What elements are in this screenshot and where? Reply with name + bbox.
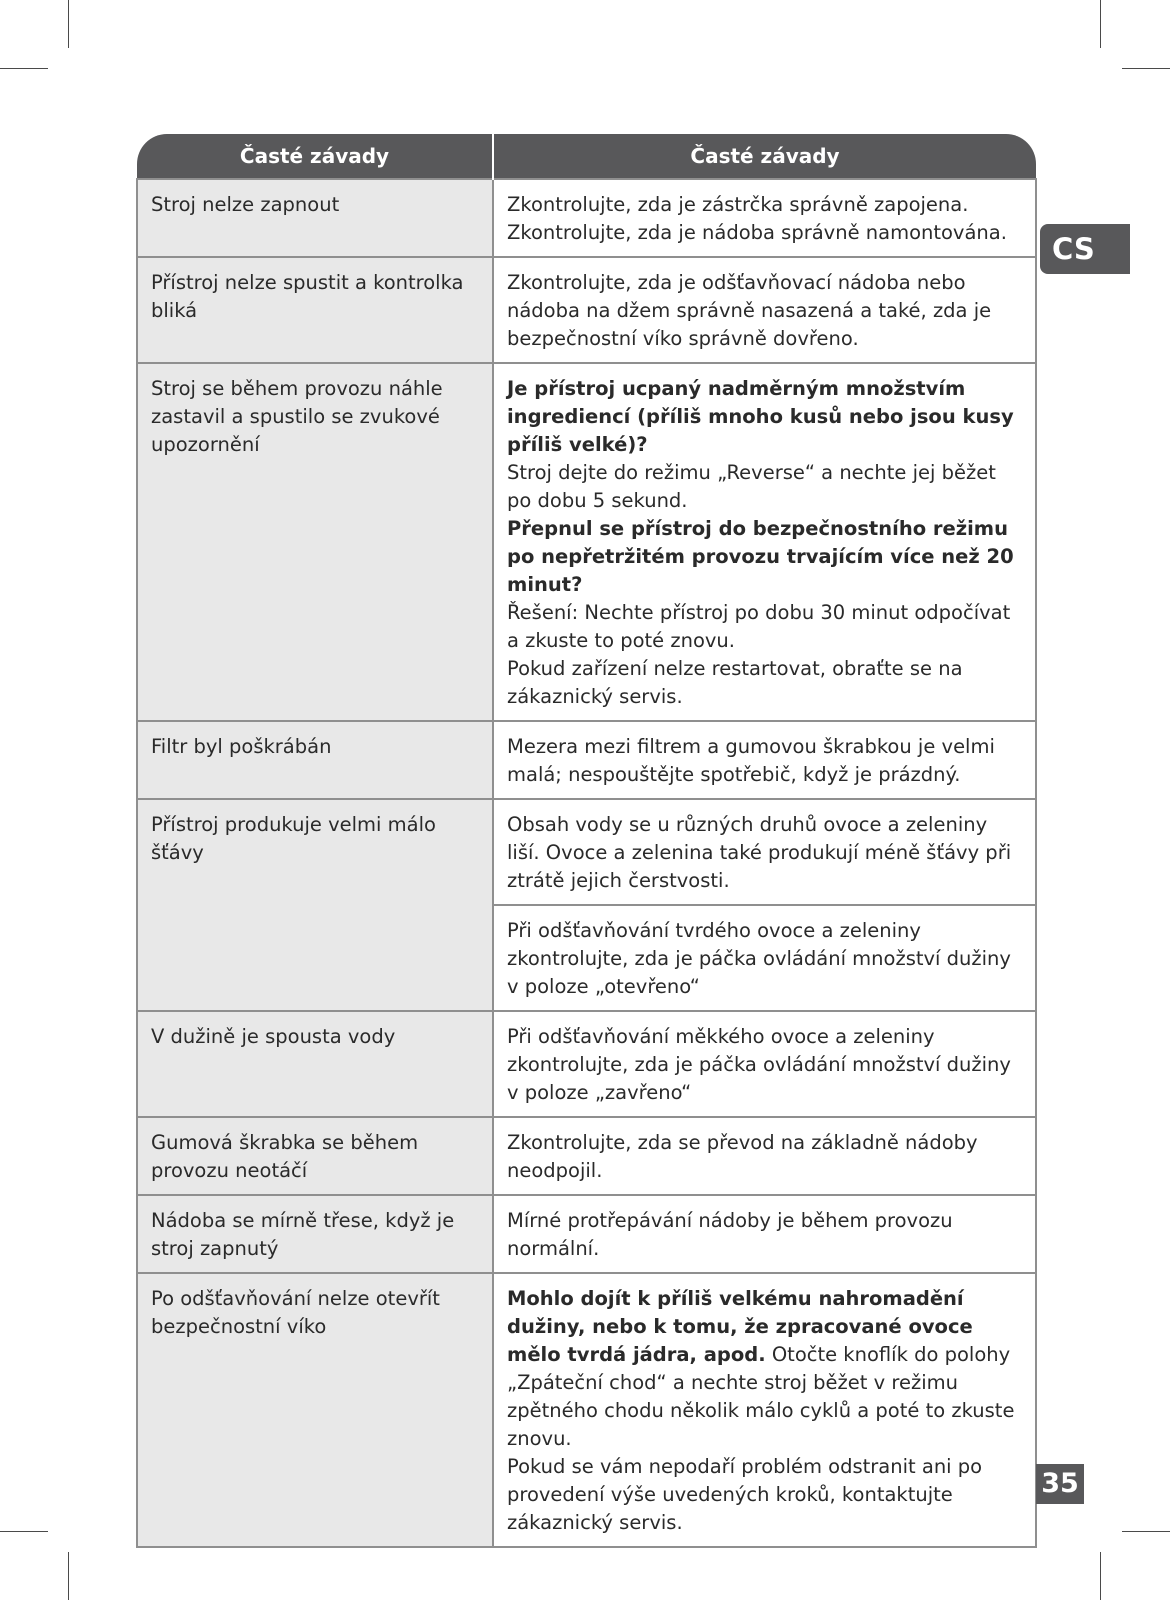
table-row <box>137 721 1036 799</box>
solution-cell: Zkontrolujte, zda je odšťavňovací nádoba nebo nádoba na džem správně nasazená a také, zda je bezpečnostní víko správně dovřeno. <box>493 257 1036 363</box>
solution-cell: Mezera mezi filtrem a gumovou škrabkou je velmi malá; nespouštějte spotřebič, když je prázdný. <box>493 721 1036 799</box>
solution-cell: Obsah vody se u různých druhů ovoce a zeleniny liší. Ovoce a zelenina také produkují méně šťávy při ztrátě jejich čerstvosti. <box>493 799 1036 905</box>
table-row <box>137 363 1036 721</box>
crop-mark <box>1122 68 1170 69</box>
solution-question: Přepnul se přístroj do bezpečnostního režimu po nepřetržitém provozu trvajícím více než 20 minut? <box>507 517 1014 596</box>
problem-cell: Stroj nelze zapnout <box>137 179 493 257</box>
problem-cell: Stroj se během provozu náhle zastavil a spustilo se zvukové upozornění <box>137 363 493 721</box>
crop-mark <box>1100 1552 1101 1600</box>
solution-cell <box>493 363 1036 721</box>
crop-mark <box>1100 0 1101 48</box>
table-row <box>137 257 1036 363</box>
page-number: 35 <box>1036 1464 1084 1504</box>
problem-cell: V dužině je spousta vody <box>137 1011 493 1117</box>
table-row <box>137 1195 1036 1273</box>
problem-cell: Gumová škrabka se během provozu neotáčí <box>137 1117 493 1195</box>
solution-cell <box>493 1273 1036 1547</box>
solution-line: Pokud zařízení nelze restartovat, obraťte se na zákaznický servis. <box>507 657 963 708</box>
solution-cell: Zkontrolujte, zda se převod na základně nádoby neodpojil. <box>493 1117 1036 1195</box>
problem-cell: Filtr byl poškrábán <box>137 721 493 799</box>
crop-mark <box>68 0 69 48</box>
solution-line: Zkontrolujte, zda je zástrčka správně zapojena. <box>507 193 969 216</box>
solution-cell: Při odšťavňování měkkého ovoce a zeleniny zkontrolujte, zda je páčka ovládání množství dužiny v poloze „zavřeno“ <box>493 1011 1036 1117</box>
solution-cell: Při odšťavňování tvrdého ovoce a zeleniny zkontrolujte, zda je páčka ovládání množství dužiny v poloze „otevřeno“ <box>493 905 1036 1011</box>
solution-line: Stroj dejte do režimu „Reverse“ a nechte jej běžet po dobu 5 sekund. <box>507 461 996 512</box>
crop-mark <box>68 1552 69 1600</box>
solution-cell <box>493 179 1036 257</box>
problem-cell: Přístroj produkuje velmi málo šťávy <box>137 799 493 1011</box>
solution-line: Řešení: Nechte přístroj po dobu 30 minut odpočívat a zkuste to poté znovu. <box>507 601 1011 652</box>
table-row <box>137 799 1036 905</box>
crop-mark <box>0 68 48 69</box>
table-row <box>137 1273 1036 1547</box>
table-row <box>137 179 1036 257</box>
solution-question: Je přístroj ucpaný nadměrným množstvím ingrediencí (příliš mnoho kusů nebo jsou kusy příliš velké)? <box>507 377 1014 456</box>
header-problem: Časté závady <box>137 134 493 179</box>
table-header-row <box>137 134 1036 179</box>
solution-line: Zkontrolujte, zda je nádoba správně namontována. <box>507 221 1007 244</box>
solution-question: Mohlo dojít k příliš velkému nahromadění dužiny, nebo k tomu, že zpracované ovoce mělo tvrdá jádra, apod. <box>507 1287 973 1366</box>
crop-mark <box>0 1531 48 1532</box>
problem-cell: Nádoba se mírně třese, když je stroj zapnutý <box>137 1195 493 1273</box>
problem-cell: Po odšťavňování nelze otevřít bezpečnostní víko <box>137 1273 493 1547</box>
problem-cell: Přístroj nelze spustit a kontrolka bliká <box>137 257 493 363</box>
table-row <box>137 1117 1036 1195</box>
language-tab: CS <box>1040 224 1130 274</box>
solution-line: Pokud se vám nepodaří problém odstranit ani po provedení výše uvedených kroků, kontaktujte zákaznický servis. <box>507 1455 983 1534</box>
troubleshooting-table <box>136 134 1037 1548</box>
solution-cell: Mírné protřepávání nádoby je během provozu normální. <box>493 1195 1036 1273</box>
crop-mark <box>1122 1531 1170 1532</box>
header-solution: Časté závady <box>493 134 1036 179</box>
table-row <box>137 1011 1036 1117</box>
solution-line: Otočte knoflík do polohy „Zpáteční chod“ a nechte stroj běžet v režimu zpětného chodu několik málo cyklů a poté to zkuste znovu. <box>507 1343 1015 1450</box>
